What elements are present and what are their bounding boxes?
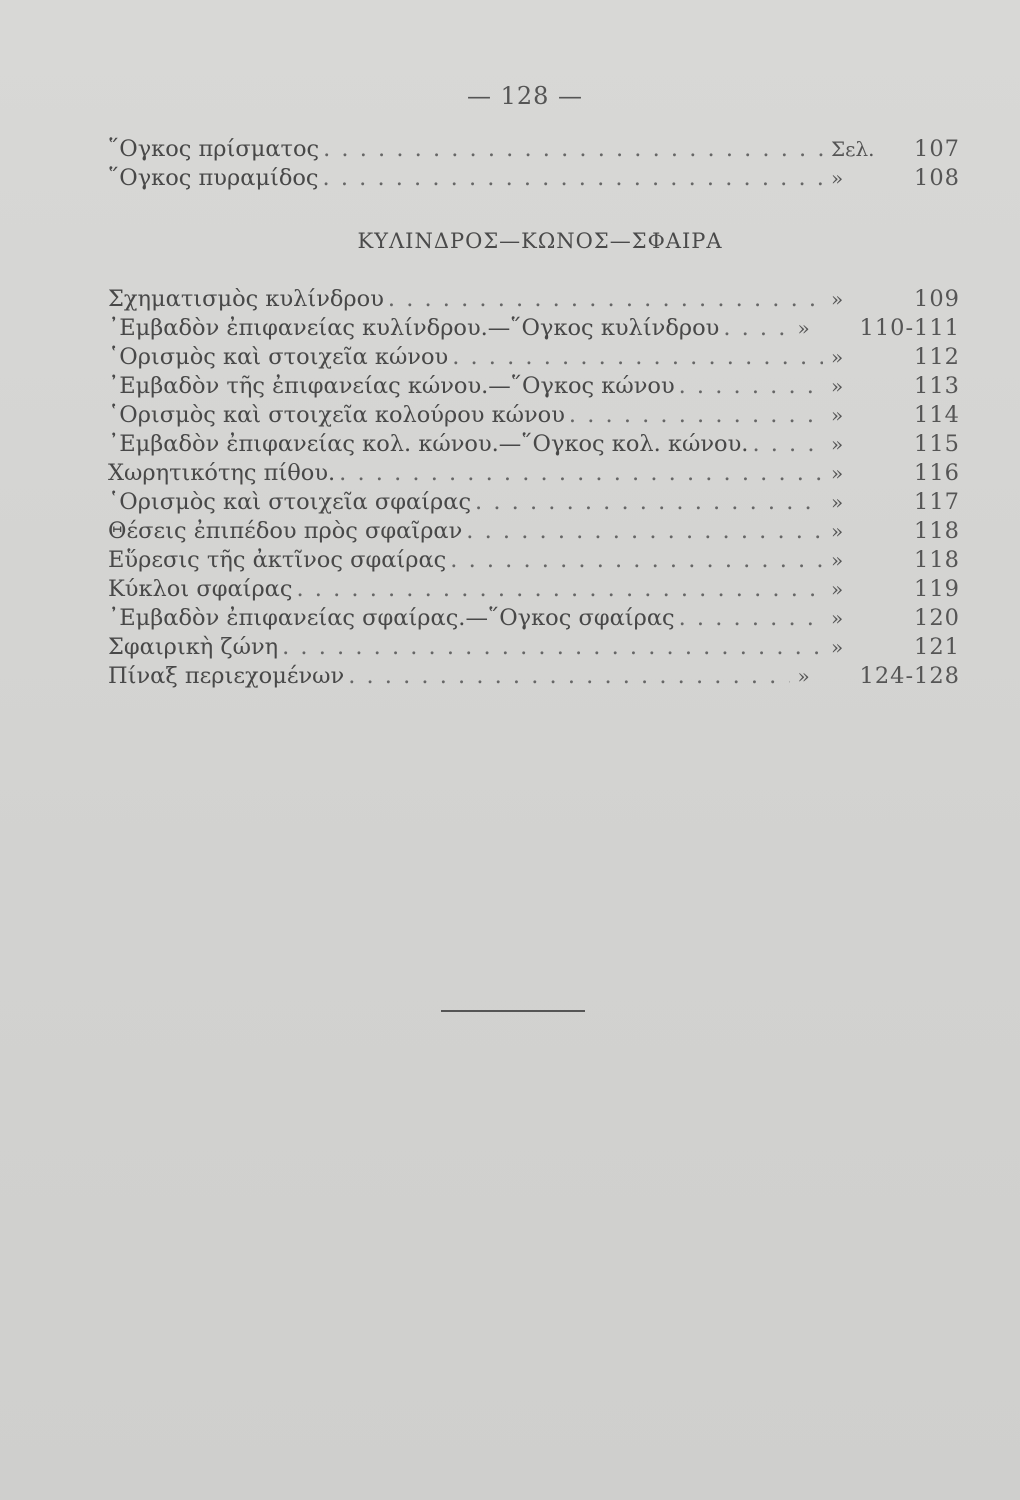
- toc-entry: [108, 314, 968, 343]
- toc-entry: [108, 604, 968, 633]
- toc-entry-ref: [823, 401, 968, 430]
- page-marker: »: [797, 316, 810, 340]
- leader-dots: [462, 517, 823, 546]
- toc-entry-page: 121: [914, 634, 960, 660]
- page-marker: »: [831, 403, 844, 427]
- toc-entry-title: Θέσεις ἐπιπέδου πρὸς σφαῖραν: [108, 518, 463, 544]
- toc-entry: [108, 459, 968, 488]
- leader-dots: [471, 488, 823, 517]
- toc-entry-page: 120: [914, 605, 960, 631]
- toc-entry: [108, 343, 968, 372]
- toc-entry-page: 110-111: [859, 315, 960, 341]
- toc-entry-title: Χωρητικότης πίθου.: [108, 460, 336, 486]
- toc-entry-ref: [823, 517, 968, 546]
- leader-dots: [748, 430, 823, 459]
- toc-entry-ref: [823, 546, 968, 575]
- toc-entry: [108, 401, 968, 430]
- toc-entry: [108, 662, 968, 691]
- toc-entry-page: 118: [914, 547, 960, 573]
- toc-entry-title: ᾿Εμβαδὸν ἐπιφανείας σφαίρας.—῞Ογκος σφαίρας: [108, 605, 675, 631]
- page-marker: »: [831, 345, 844, 369]
- toc-entry-page: 115: [914, 431, 960, 457]
- toc-entry-page: 113: [914, 373, 960, 399]
- page-marker: »: [831, 490, 844, 514]
- leader-dots: [719, 314, 789, 343]
- page-marker: »: [831, 461, 844, 485]
- page-marker: Σελ.: [831, 137, 875, 161]
- toc-entry-page: 107: [914, 136, 960, 162]
- leader-dots: [319, 135, 823, 164]
- toc-entry-ref: [823, 164, 968, 193]
- toc-entry-title: ῾Ορισμὸς καὶ στοιχεῖα σφαίρας: [108, 489, 472, 515]
- toc-entry-title: ῾Ορισμὸς καὶ στοιχεῖα κώνου: [108, 344, 449, 370]
- leader-dots: [319, 164, 823, 193]
- leader-dots: [448, 343, 823, 372]
- page-marker: »: [831, 548, 844, 572]
- leader-dots: [344, 662, 789, 691]
- toc-entry-ref: [823, 575, 968, 604]
- leader-dots: [446, 546, 823, 575]
- toc-entry-title: ᾿Εμβαδὸν ἐπιφανείας κολ. κώνου.—῞Ογκος κολ. κώνου.: [108, 431, 749, 457]
- toc-entry-title: ῞Ογκος πρίσματος: [108, 136, 320, 162]
- toc-entry: [108, 633, 968, 662]
- toc-entry: [108, 285, 968, 314]
- toc-entry: [108, 372, 968, 401]
- toc-entry-ref: [823, 633, 968, 662]
- toc-entry-title: ῞Ογκος πυραμίδος: [108, 165, 319, 191]
- toc-entry-ref: [823, 285, 968, 314]
- toc-entry-title: ᾿Εμβαδὸν τῆς ἐπιφανείας κώνου.—῞Ογκος κώνου: [108, 373, 675, 399]
- toc-entry-title: Σφαιρικὴ ζώνη: [108, 634, 279, 660]
- toc-entry-page: 116: [914, 460, 960, 486]
- toc-entry-page: 112: [914, 344, 960, 370]
- toc-entry: [108, 546, 968, 575]
- toc-entry-title: Κύκλοι σφαίρας: [108, 576, 293, 602]
- toc-entry: [108, 135, 968, 164]
- toc-entry-ref: [790, 662, 969, 691]
- toc-top-group: [108, 135, 968, 193]
- toc-entry-title: Εὕρεσις τῆς ἀκτῖνος σφαίρας: [108, 547, 447, 573]
- toc-entry: [108, 517, 968, 546]
- leader-dots: [565, 401, 823, 430]
- leader-dots: [675, 372, 823, 401]
- toc-entry-page: 118: [914, 518, 960, 544]
- toc-entry: [108, 488, 968, 517]
- toc-entry-title: ῾Ορισμὸς καὶ στοιχεῖα κολούρου κώνου: [108, 402, 565, 428]
- toc-entry-page: 117: [914, 489, 960, 515]
- toc-entry-ref: [823, 430, 968, 459]
- page-marker: »: [831, 432, 844, 456]
- toc-entry-page: 108: [914, 165, 960, 191]
- toc-entry-title: Πίναξ περιεχομένων: [108, 663, 345, 689]
- toc-section-group: [108, 285, 968, 691]
- toc-entry-ref: [823, 343, 968, 372]
- leader-dots: [384, 285, 823, 314]
- toc-entry-ref: [823, 372, 968, 401]
- leader-dots: [278, 633, 823, 662]
- page-marker: »: [831, 635, 844, 659]
- leader-dots: [335, 459, 823, 488]
- end-rule: [441, 1010, 585, 1012]
- toc-entry: [108, 430, 968, 459]
- page-marker: »: [831, 519, 844, 543]
- toc-entry-page: 114: [914, 402, 960, 428]
- toc-entry: [108, 164, 968, 193]
- page-marker: »: [831, 606, 844, 630]
- page-marker: »: [797, 664, 810, 688]
- page-marker: »: [831, 374, 844, 398]
- toc-entry-page: 109: [914, 286, 960, 312]
- toc-entry-title: Σχηματισμὸς κυλίνδρου: [108, 286, 384, 312]
- section-heading: ΚΥΛΙΝΔΡΟΣ—ΚΩΝΟΣ—ΣΦΑΙΡΑ: [357, 229, 723, 253]
- toc-entry-ref: [823, 604, 968, 633]
- toc-entry-title: ᾿Εμβαδὸν ἐπιφανείας κυλίνδρου.—῞Ογκος κυλίνδρου: [108, 315, 720, 341]
- page-marker: »: [831, 287, 844, 311]
- toc-entry-page: 124-128: [859, 663, 960, 689]
- toc-entry-ref: [823, 459, 968, 488]
- leader-dots: [675, 604, 823, 633]
- toc-entry: [108, 575, 968, 604]
- leader-dots: [292, 575, 823, 604]
- toc-entry-ref: [823, 488, 968, 517]
- page-marker: »: [831, 577, 844, 601]
- toc-entry-ref: [823, 135, 968, 164]
- toc-entry-ref: [790, 314, 969, 343]
- toc-entry-page: 119: [914, 576, 960, 602]
- page-number: — 128 —: [466, 82, 584, 110]
- page-marker: »: [831, 166, 844, 190]
